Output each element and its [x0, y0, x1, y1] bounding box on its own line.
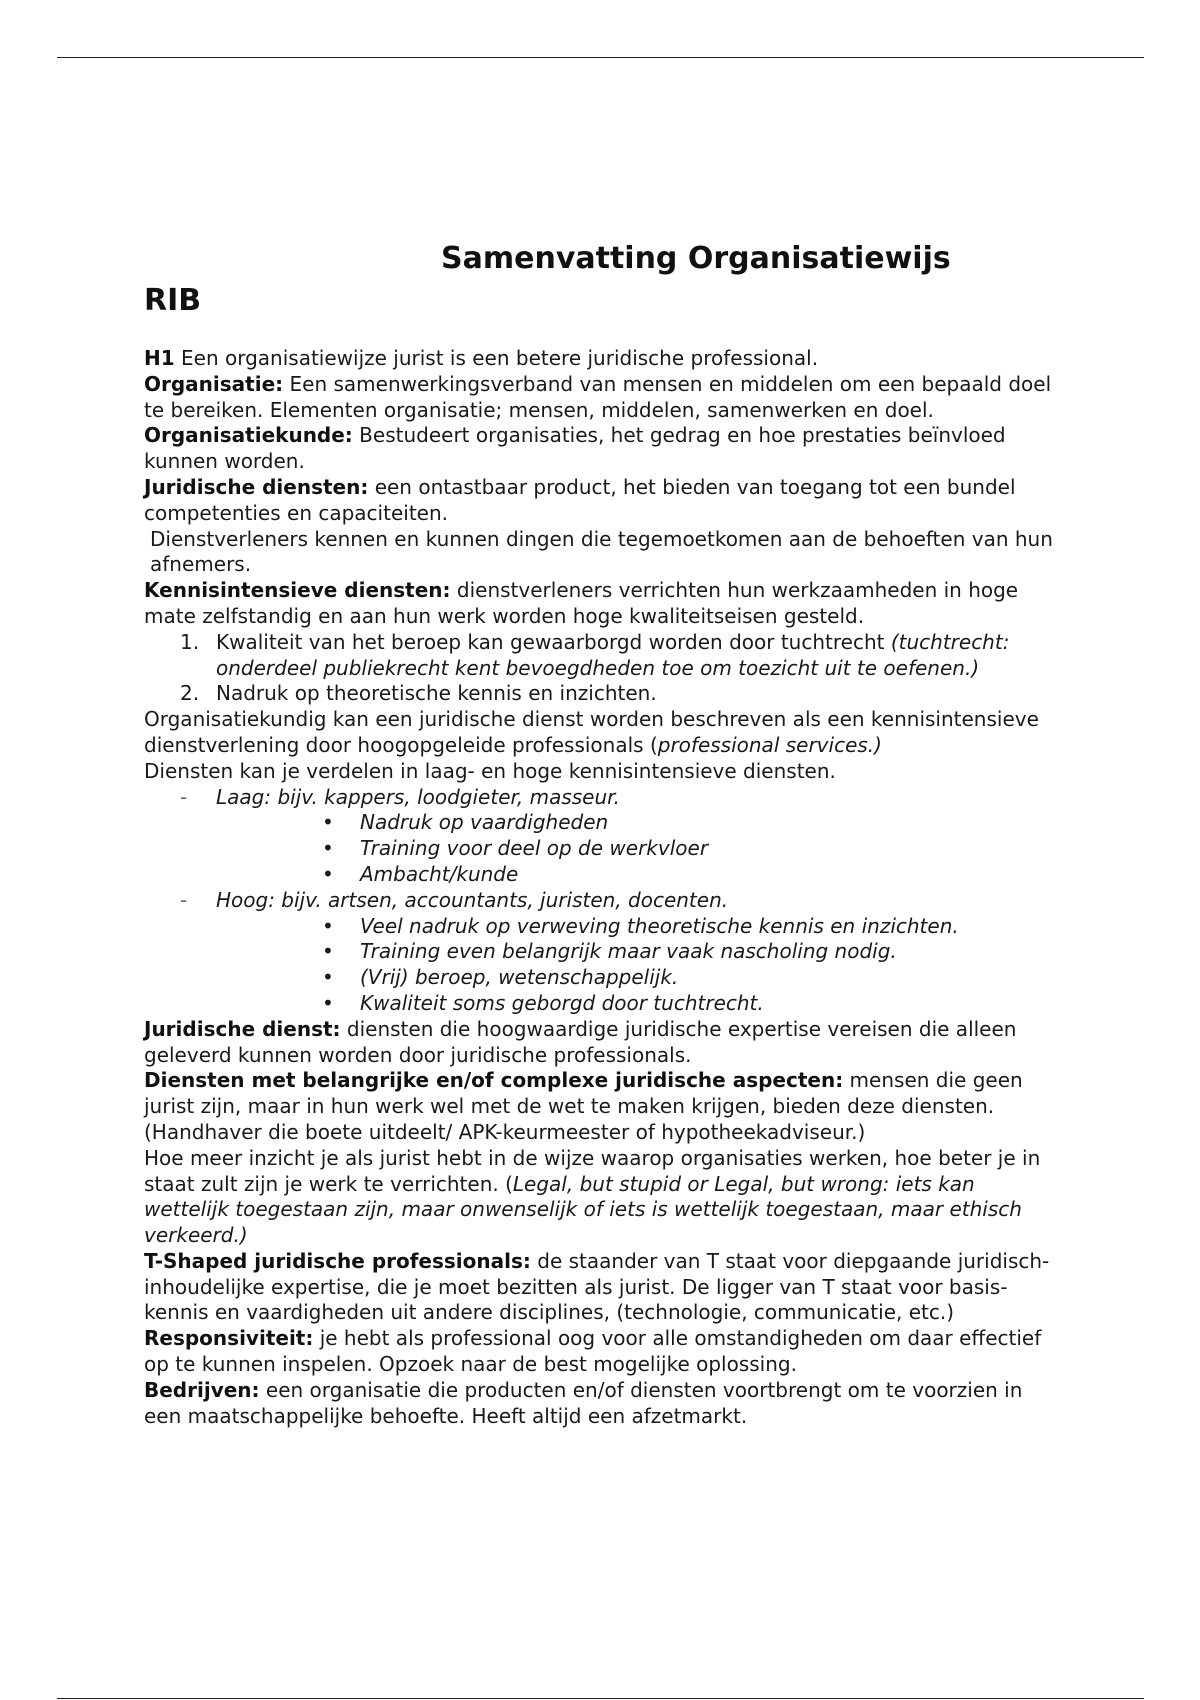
bottom-rule [57, 1698, 1144, 1699]
paragraph-juridische-diensten [144, 475, 1064, 527]
term: Juridische dienst: [144, 1016, 341, 1041]
bullet-item [216, 810, 1064, 836]
definition: een ontastbaar product, het bieden van toegang tot een bundel competenties en capaciteiten. [144, 474, 1016, 525]
service-level-item [144, 785, 1064, 888]
italic-text: Legal, but stupid or Legal, but wrong: iets kan wettelijk toegestaan zijn, maar onwenselijk of iets is wettelijk toegestaan, maar ethisch verkeerd.) [144, 1171, 1022, 1248]
numbered-item [144, 681, 1064, 707]
document [144, 238, 1064, 1429]
paragraph-responsiviteit [144, 1326, 1064, 1378]
bullet-item [216, 862, 1064, 888]
term: Diensten met belangrijke en/of complexe juridische aspecten: [144, 1068, 844, 1093]
bullet-marker: • [322, 861, 334, 886]
bullet-text: Nadruk op vaardigheden [360, 810, 609, 835]
definition: je hebt als professional oog voor alle omstandigheden om daar effectief op te kunnen inspelen. Opzoek naar de best mogelijke oplossing. [144, 1326, 1042, 1377]
term: Organisatiekunde: [144, 423, 353, 448]
bullet-text: Veel nadruk op verweving theoretische kennis en inzichten. [360, 913, 959, 938]
bullet-item [216, 939, 1064, 965]
bullet-item [216, 914, 1064, 940]
paragraph-t-shaped [144, 1249, 1064, 1326]
bullet-item [216, 965, 1064, 991]
paragraph-organisatiekundig [144, 707, 1064, 759]
definition: de staander van T staat voor diepgaande juridisch-inhoudelijke expertise, die je moet bezitten als jurist. De ligger van T staat voor basis- kennis en vaardigheden uit andere disciplines, (technologie, communicatie, etc.) [144, 1248, 1050, 1325]
term: Juridische diensten: [144, 474, 369, 499]
term: Bedrijven: [144, 1377, 260, 1402]
paragraph-dienstverleners: Dienstverleners kennen en kunnen dingen die tegemoetkomen aan de behoeften van hun afnemers. [150, 526, 1053, 577]
term: Organisatie: [144, 371, 284, 396]
text: Hoe meer inzicht je als jurist hebt in de wijze waarop organisaties werken, hoe beter je in staat zult zijn je werk te verrichten. ( [144, 1145, 1041, 1196]
dash-marker: - [180, 887, 188, 912]
paragraph-juridische-dienst [144, 1017, 1064, 1069]
definition: dienstverleners verrichten hun werkzaamheden in hoge mate zelfstandig en aan hun werk worden hoge kwaliteitseisen gesteld. [144, 578, 1019, 628]
document-body [144, 346, 1064, 1429]
bullet-text: (Vrij) beroep, wetenschappelijk. [360, 965, 679, 990]
term: T-Shaped juridische professionals: [144, 1248, 531, 1273]
service-level-label: Laag: bijv. kappers, loodgieter, masseur. [216, 784, 620, 809]
paragraph-kennisintensieve-diensten [144, 578, 1064, 630]
bullet-item [216, 836, 1064, 862]
paragraph-complexe-aspecten [144, 1068, 1064, 1145]
document-title [144, 238, 1064, 322]
italic-text: professional services.) [657, 732, 882, 757]
numbered-list [144, 630, 1064, 707]
item-number: 1. [180, 629, 200, 654]
title-line-2: RIB [144, 283, 202, 318]
paragraph-h1 [144, 346, 1064, 372]
bullet-text: Ambacht/kunde [360, 861, 519, 886]
bullet-text: Training even belangrijk maar vaak nascholing nodig. [360, 939, 897, 964]
term: H1 [144, 346, 175, 370]
paragraph-diensten-verdelen: Diensten kan je verdelen in laag- en hoge kennisintensieve diensten. [144, 758, 836, 783]
top-rule [57, 57, 1144, 58]
dash-marker: - [180, 784, 188, 809]
bullet-marker: • [322, 990, 334, 1015]
bullet-text: Training voor deel op de werkvloer [360, 836, 709, 861]
term: Responsiviteit: [144, 1326, 314, 1351]
text: Organisatiekundig kan een juridische dienst worden beschreven als een kennisintensieve dienstverlening door hoogopgeleide professionals ( [144, 707, 1039, 757]
item-italic-text: (tuchtrecht: onderdeel publiekrecht kent bevoegdheden toe om toezicht uit te oefenen.) [216, 629, 1010, 680]
item-text: Kwaliteit van het beroep kan gewaarborgd worden door tuchtrecht [216, 629, 891, 654]
bullet-marker: • [322, 913, 334, 938]
bullet-list [216, 914, 1064, 1017]
paragraph-inzicht [144, 1146, 1064, 1249]
definition: een organisatie die producten en/of diensten voortbrengt om te voorzien in een maatschappelijke behoefte. Heeft altijd een afzetmarkt. [144, 1377, 1023, 1428]
title-line-1: Samenvatting Organisatiewijs [441, 241, 951, 276]
service-level-label: Hoog: bijv. artsen, accountants, juristen, docenten. [216, 887, 729, 912]
bullet-marker: • [322, 965, 334, 990]
paragraph-organisatiekunde [144, 423, 1064, 475]
bullet-marker: • [322, 836, 334, 861]
definition: mensen die geen jurist zijn, maar in hun werk wel met de wet te maken krijgen, bieden deze diensten. (Handhaver die boete uitdeelt/ APK-keurmeester of hypotheekadviseur.) [144, 1068, 1023, 1144]
bullet-marker: • [322, 939, 334, 964]
item-number: 2. [180, 681, 200, 706]
definition: diensten die hoogwaardige juridische expertise vereisen die alleen geleverd kunnen worden door juridische professionals. [144, 1016, 1017, 1067]
service-level-item [144, 888, 1064, 1017]
service-level-list [144, 785, 1064, 1017]
paragraph-bedrijven [144, 1378, 1064, 1430]
bullet-list [216, 810, 1064, 887]
term: Kennisintensieve diensten: [144, 578, 451, 603]
item-text: Nadruk op theoretische kennis en inzichten. [216, 681, 657, 706]
definition: Bestudeert organisaties, het gedrag en hoe prestaties beïnvloed kunnen worden. [144, 423, 1006, 474]
numbered-item [144, 630, 1064, 682]
paragraph-organisatie [144, 372, 1064, 424]
definition: Een samenwerkingsverband van mensen en middelen om een bepaald doel te bereiken. Elementen organisatie; mensen, middelen, samenwerken en doel. [144, 371, 1052, 422]
bullet-marker: • [322, 810, 334, 835]
bullet-item [216, 991, 1064, 1017]
bullet-text: Kwaliteit soms geborgd door tuchtrecht. [360, 990, 764, 1015]
definition: Een organisatiewijze jurist is een betere juridische professional. [174, 346, 819, 370]
